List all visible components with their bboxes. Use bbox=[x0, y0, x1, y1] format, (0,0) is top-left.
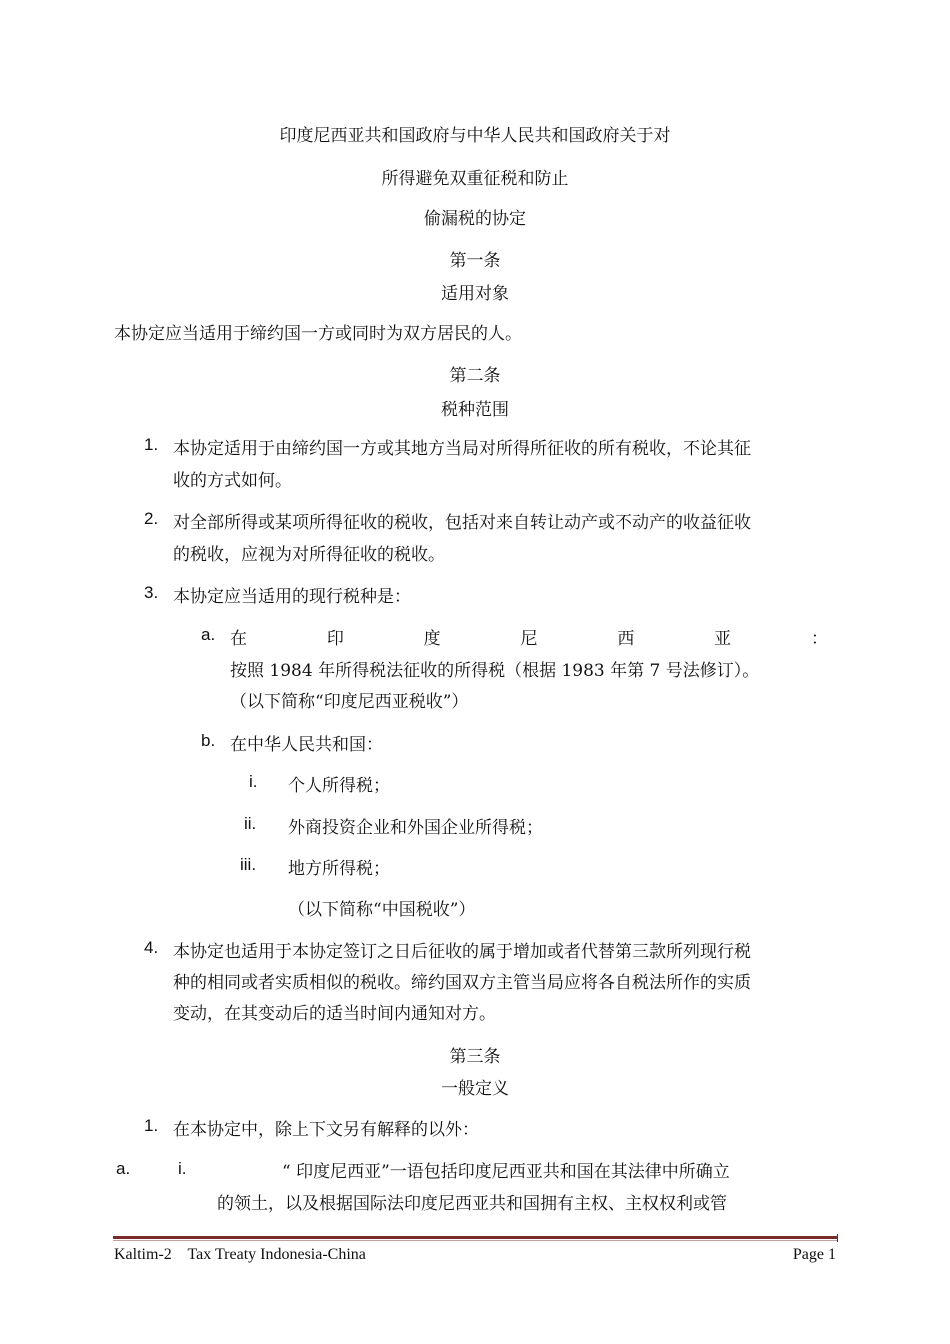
list-marker: i. bbox=[178, 1159, 187, 1178]
list-marker: 4. bbox=[144, 938, 159, 957]
article-3-item-i-line-1: “ 印度尼西亚”一语包括印度尼西亚共和国在其法律中所确立 bbox=[282, 1162, 730, 1182]
footer-rule-tick bbox=[837, 1234, 838, 1242]
article-2-item-b-i-text: 个人所得税； bbox=[288, 776, 390, 796]
article-2-heading: 税种范围 bbox=[441, 400, 509, 420]
list-marker: i. bbox=[249, 772, 258, 791]
page-number: Page 1 bbox=[792, 1246, 836, 1263]
article-2-number: 第二条 bbox=[449, 366, 501, 386]
article-1-heading: 适用对象 bbox=[441, 284, 509, 304]
article-2-item-b-note: （以下简称“中国税收”） bbox=[288, 900, 476, 920]
article-3-number: 第三条 bbox=[449, 1047, 501, 1067]
article-2-para-2-line-1: 对全部所得或某项所得征收的税收，包括对来自转让动产或不动产的收益征收 bbox=[173, 513, 751, 533]
footer-rule-shadow bbox=[113, 1240, 837, 1241]
document-title-line-1: 印度尼西亚共和国政府与中华人民共和国政府关于对 bbox=[279, 126, 671, 146]
list-marker: ii. bbox=[244, 814, 257, 833]
list-marker: a. bbox=[116, 1159, 131, 1178]
article-3-heading: 一般定义 bbox=[441, 1079, 509, 1099]
article-2-item-b-text: 在中华人民共和国： bbox=[230, 735, 383, 755]
spread-char: 亚 bbox=[714, 629, 732, 649]
article-2-item-a-spread-line bbox=[230, 624, 828, 649]
article-2-para-1-line-2: 收的方式如何。 bbox=[173, 471, 292, 491]
list-marker: iii. bbox=[240, 855, 257, 874]
footer-left-text: Kaltim-2 Tax Treaty Indonesia-China bbox=[114, 1246, 366, 1263]
article-2-para-4-line-1: 本协定也适用于本协定签订之日后征收的属于增加或者代替第三款所列现行税 bbox=[173, 942, 751, 962]
list-marker: 3. bbox=[144, 583, 159, 602]
spread-char: 西 bbox=[617, 629, 635, 649]
spread-char: ： bbox=[810, 629, 828, 649]
list-marker: 1. bbox=[144, 435, 159, 454]
list-marker: 2. bbox=[144, 509, 159, 528]
article-1-number: 第一条 bbox=[449, 251, 501, 271]
article-2-para-1-line-1: 本协定适用于由缔约国一方或其地方当局对所得所征收的所有税收，不论其征 bbox=[173, 439, 751, 459]
document-title-line-3: 偷漏税的协定 bbox=[424, 209, 526, 229]
article-2-item-a-line-2: 按照 1984 年所得税法征收的所得税（根据 1983 年第 7 号法修订）。 bbox=[230, 661, 760, 681]
article-2-para-3-text: 本协定应当适用的现行税种是： bbox=[173, 587, 411, 607]
article-3-para-1-text: 在本协定中，除上下文另有解释的以外： bbox=[173, 1120, 479, 1140]
article-2-item-a-line-3: （以下简称“印度尼西亚税收”） bbox=[230, 692, 469, 712]
spread-char: 尼 bbox=[520, 629, 538, 649]
article-2-item-b-ii-text: 外商投资企业和外国企业所得税； bbox=[288, 818, 543, 838]
article-1-text: 本协定应当适用于缔约国一方或同时为双方居民的人。 bbox=[114, 324, 522, 344]
article-2-para-4-line-2: 种的相同或者实质相似的税收。缔约国双方主管当局应将各自税法所作的实质 bbox=[173, 973, 751, 993]
article-3-item-i-line-2: 的领土，以及根据国际法印度尼西亚共和国拥有主权、主权权利或管 bbox=[217, 1194, 727, 1214]
document-title-line-2: 所得避免双重征税和防止 bbox=[381, 169, 569, 189]
spread-char: 在 bbox=[230, 629, 247, 649]
article-2-item-b-iii-text: 地方所得税； bbox=[288, 859, 390, 879]
list-marker: a. bbox=[201, 625, 216, 644]
footer-rule bbox=[113, 1236, 837, 1239]
list-marker: b. bbox=[201, 731, 216, 750]
spread-char: 印 bbox=[326, 629, 344, 649]
list-marker: 1. bbox=[144, 1116, 159, 1135]
article-2-para-2-line-2: 的税收，应视为对所得征收的税收。 bbox=[173, 545, 445, 565]
article-2-para-4-line-3: 变动，在其变动后的适当时间内通知对方。 bbox=[173, 1004, 496, 1024]
spread-char: 度 bbox=[423, 629, 441, 649]
